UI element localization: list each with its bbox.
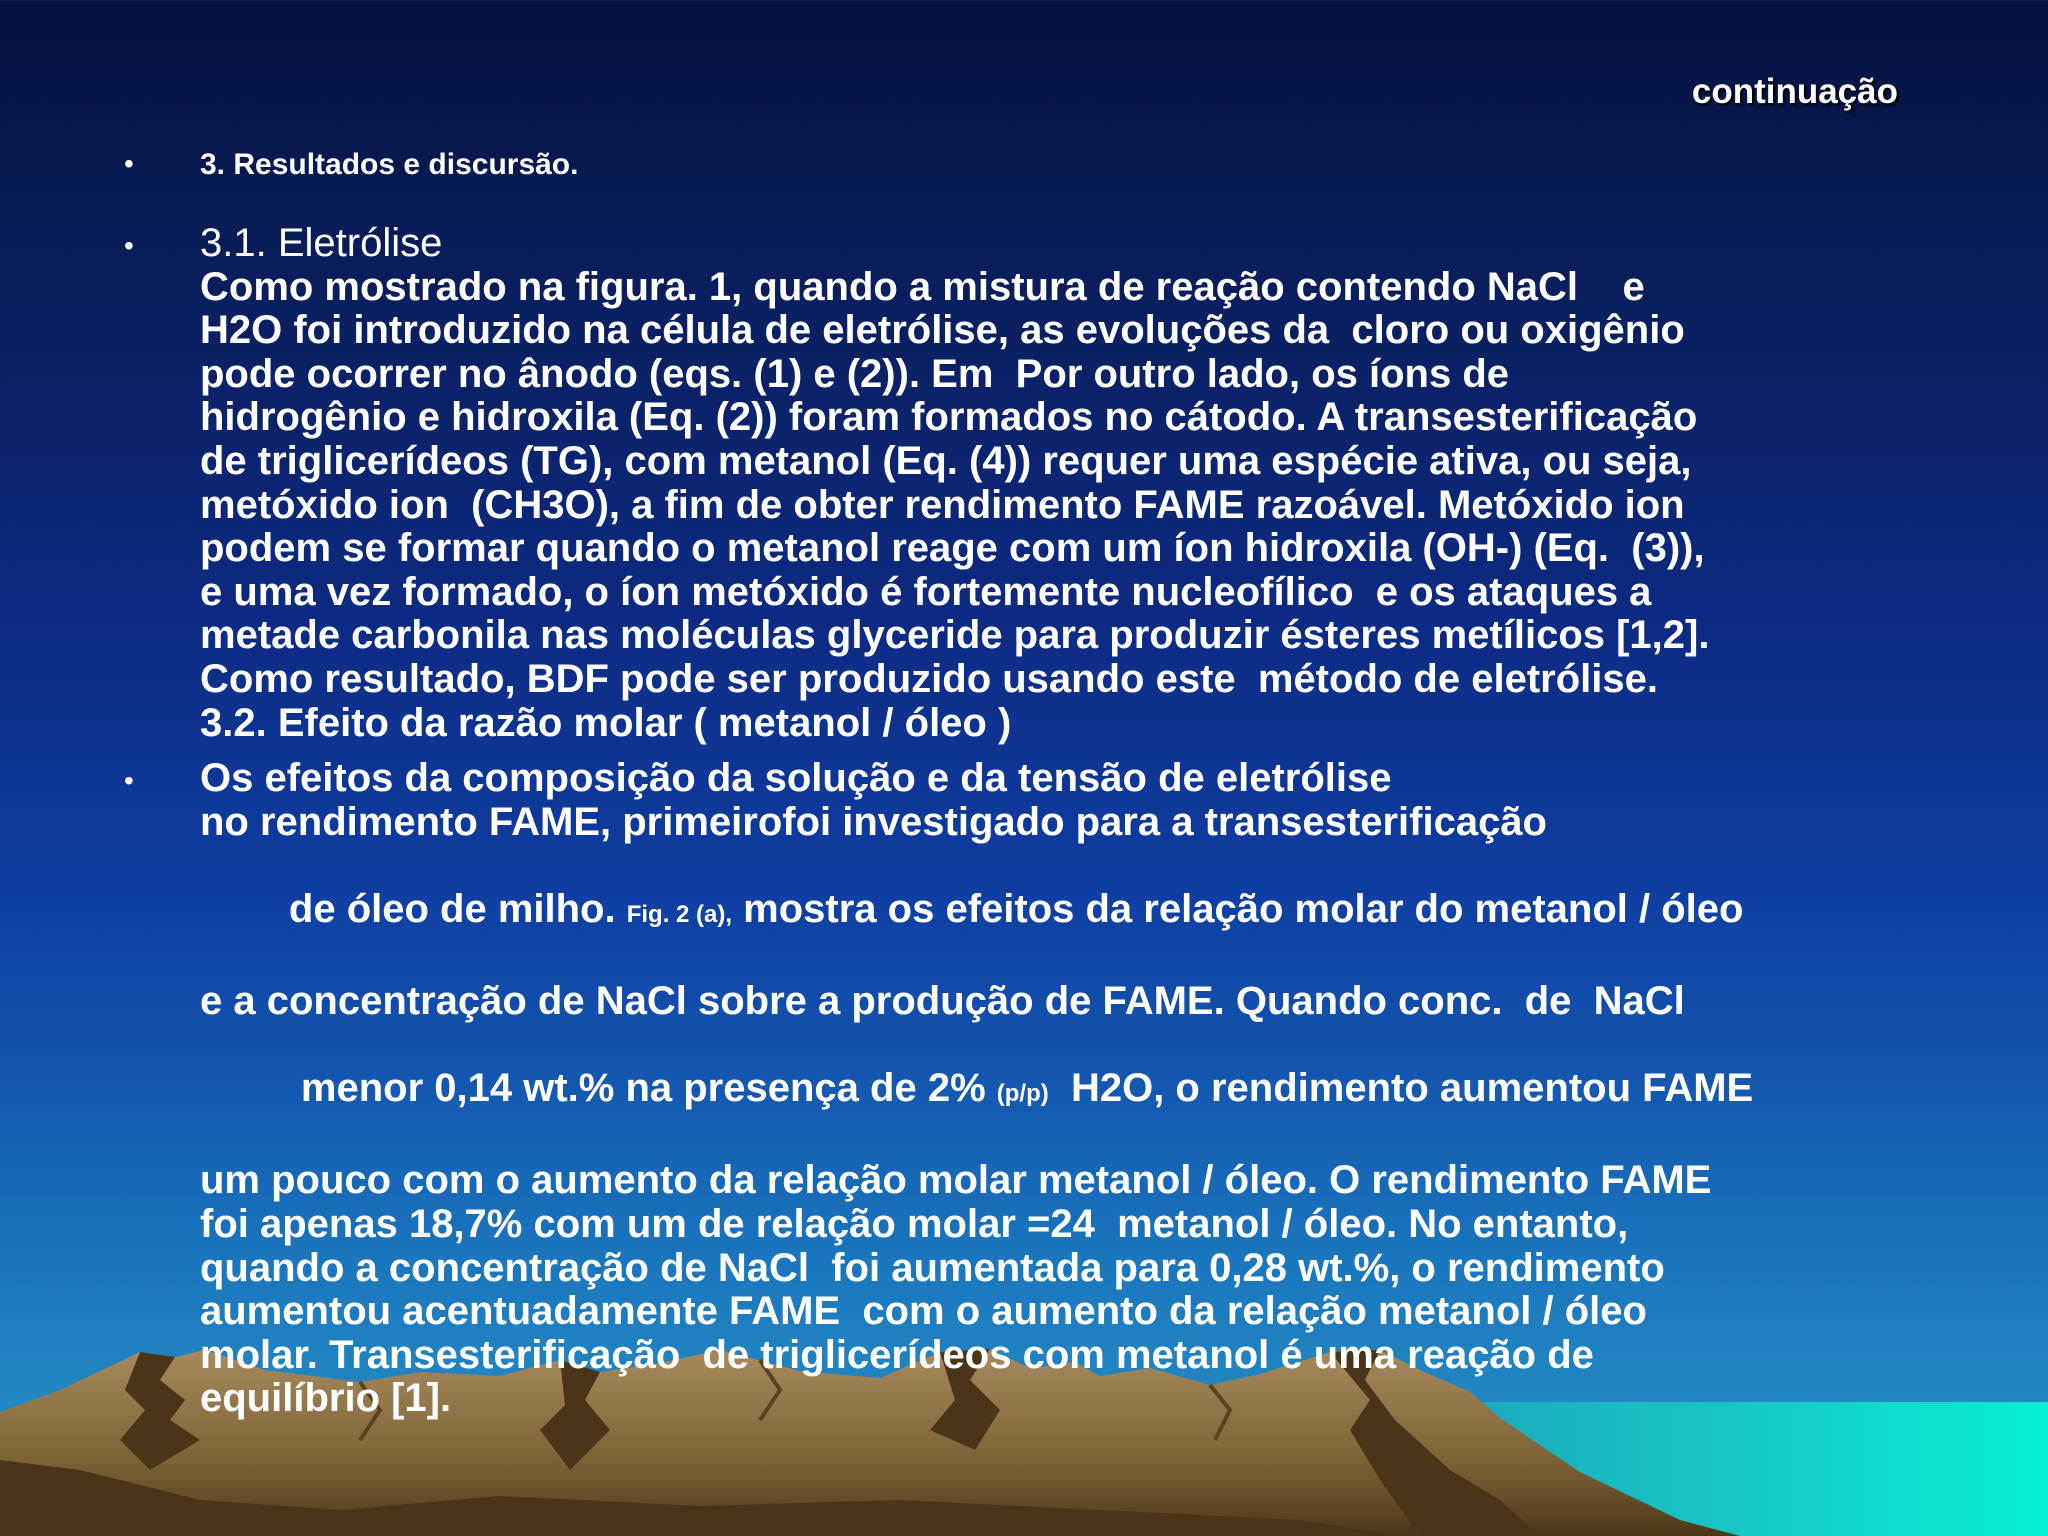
- paragraph-line: e uma vez formado, o íon metóxido é fortemente nucleofílico e os ataques a: [200, 569, 1652, 614]
- bullet-glyph: •: [124, 765, 134, 796]
- unit-annotation: (p/p): [996, 1080, 1049, 1108]
- paragraph-line: um pouco com o aumento da relação molar metanol / óleo. O rendimento FAME: [200, 1158, 1712, 1203]
- text-run: mostra os efeitos da relação molar do metanol / óleo: [732, 886, 1744, 931]
- text-run: de óleo de milho.: [288, 886, 627, 931]
- molar-ratio-paragraph: [200, 757, 2048, 1421]
- paragraph-line: Como mostrado na figura. 1, quando a mistura de reação contendo NaCl e: [200, 264, 1645, 309]
- text-run: H2O, o rendimento aumentou FAME: [1048, 1066, 1754, 1111]
- bullet-glyph: •: [124, 148, 134, 179]
- bullet-text: 3. Resultados e discursão.: [200, 148, 579, 181]
- subheading-molar-ratio: 3.2. Efeito da razão molar ( metanol / óleo ): [200, 700, 1012, 745]
- paragraph-line: hidrogênio e hidroxila (Eq. (2)) foram formados no cátodo. A transesterificação: [200, 395, 1698, 440]
- text-run: menor 0,14 wt.% na presença de 2%: [300, 1066, 997, 1111]
- paragraph-line: H2O foi introduzido na célula de eletrólise, as evoluções da cloro ou oxigênio: [200, 308, 1685, 353]
- paragraph-line: Os efeitos da composição da solução e da tensão de eletrólise: [200, 756, 1392, 800]
- paragraph-line: no rendimento FAME, primeirofoi investigado para a transesterificação: [200, 799, 1547, 844]
- paragraph-line: de triglicerídeos (TG), com metanol (Eq. (4)) requer uma espécie ativa, ou seja,: [200, 438, 1692, 483]
- paragraph-line: molar. Transesterificação de triglicerídeos com metanol é uma reação de: [200, 1332, 1594, 1377]
- paragraph-line: foi apenas 18,7% com um de relação molar =24 metanol / óleo. No entanto,: [200, 1201, 1629, 1246]
- electrolysis-paragraph: [200, 222, 2048, 745]
- paragraph-line: metade carbonila nas moléculas glyceride para produzir ésteres metílicos [1,2].: [200, 613, 1710, 658]
- paragraph-line: metóxido ion (CH3O), a fim de obter rendimento FAME razoável. Metóxido ion: [200, 482, 1685, 527]
- paragraph-line: e a concentração de NaCl sobre a produção de FAME. Quando conc. de NaCl: [200, 978, 1685, 1023]
- figure-reference: Fig. 2 (a),: [626, 900, 733, 928]
- paragraph-line: aumentou acentuadamente FAME com o aumento da relação metanol / óleo: [200, 1289, 1647, 1334]
- paragraph-line: equilíbrio [1].: [200, 1376, 452, 1421]
- paragraph-line: quando a concentração de NaCl foi aumentada para 0,28 wt.%, o rendimento: [200, 1245, 1665, 1290]
- paragraph-line: [200, 844, 2048, 980]
- bullet-glyph: •: [124, 230, 134, 261]
- paragraph-line: podem se formar quando o metanol reage com um íon hidroxila (OH-) (Eq. (3)),: [200, 526, 1705, 571]
- paragraph-line: pode ocorrer no ânodo (eqs. (1) e (2)). Em Por outro lado, os íons de: [200, 351, 1510, 396]
- slide-heading-continuation: continuação: [1691, 72, 1898, 111]
- paragraph-line: [200, 1024, 2048, 1160]
- subheading-electrolysis: 3.1. Eletrólise: [200, 221, 443, 265]
- paragraph-line: Como resultado, BDF pode ser produzido usando este método de eletrólise.: [200, 656, 1658, 701]
